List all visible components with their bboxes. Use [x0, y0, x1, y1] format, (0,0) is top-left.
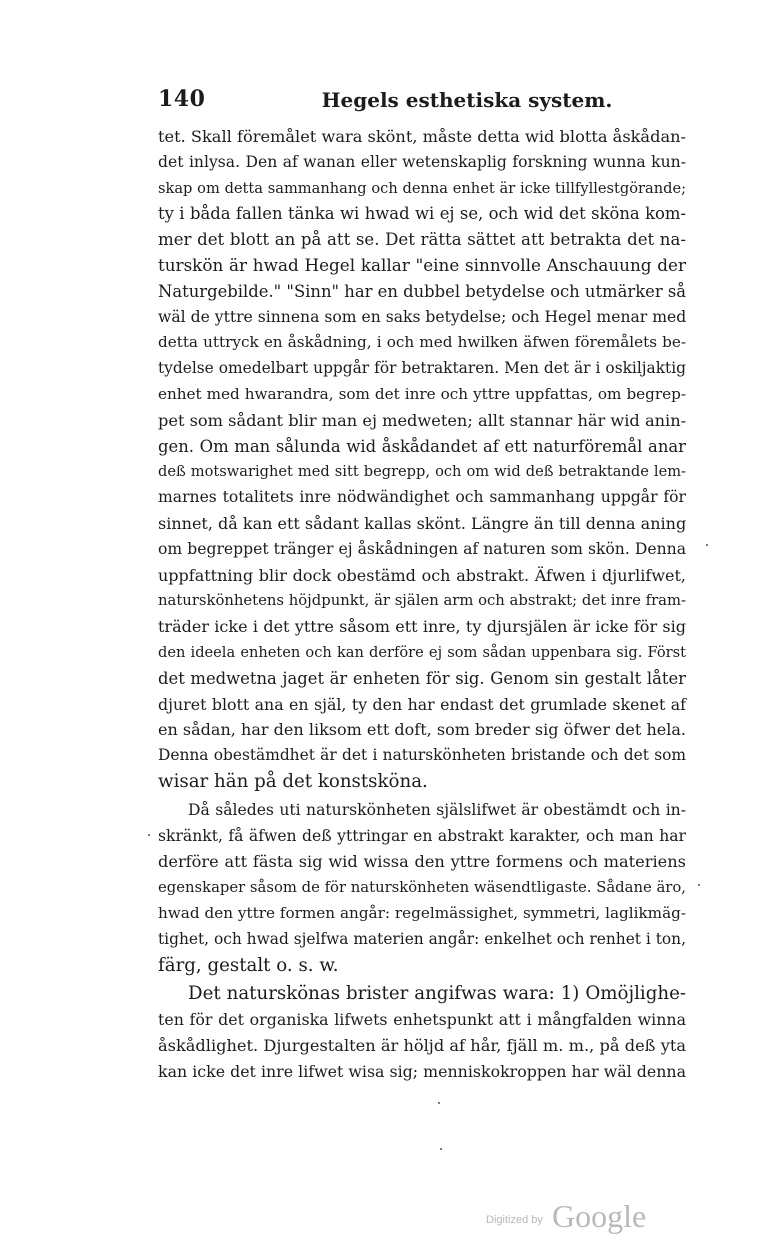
- text-line: djuret blott ana en själ, ty den har endast det grumlade skenet af: [158, 694, 686, 714]
- text-line: tydelse omedelbart uppgår för betraktaren. Men det är i oskiljaktig: [158, 359, 686, 378]
- text-line: wäl de yttre sinnena som en saks betydelse; och Hegel menar med: [158, 307, 687, 326]
- text-line: skap om detta sammanhang och denna enhet är icke tillfyllestgörande;: [158, 179, 686, 197]
- text-line: Denna obestämdhet är det i naturskönheten bristande och det som: [158, 746, 686, 765]
- text-line: tighet, och hwad sjelfwa materien angår: enkelhet och renhet i ton,: [158, 929, 686, 948]
- text-line: pet som sådant blir man ej medweten; allt stannar här wid anin-: [158, 410, 687, 430]
- text-line: enhet med hwarandra, som det inre och yttre uppfattas, om begrep-: [158, 384, 686, 403]
- text-line: träder icke i det yttre såsom ett inre, ty djursjälen är icke för sig: [158, 617, 686, 637]
- text-line: tet. Skall föremålet wara skönt, måste detta wid blotta åskådan-: [158, 127, 686, 146]
- text-line: derföre att fästa sig wid wissa den yttre formens och materiens: [158, 852, 686, 872]
- body-text: [158, 124, 686, 1084]
- page-number: 140: [158, 86, 206, 112]
- text-line: deß motswarighet med sitt begrepp, och om wid deß betraktande lem-: [158, 463, 686, 481]
- digitization-watermark: [486, 1198, 666, 1238]
- text-line: ten för det organiska lifwets enhetspunkt att i mångfalden winna: [158, 1010, 686, 1030]
- text-line: mer det blott an på att se. Det rätta sättet att betrakta det na-: [158, 230, 686, 250]
- google-logo: Google: [552, 1198, 647, 1234]
- text-line: egenskaper såsom de för naturskönheten wäsendtligaste. Sådane äro,: [158, 879, 686, 897]
- text-line: detta uttryck en åskådning, i och med hwilken äfwen föremålets be-: [158, 333, 686, 352]
- text-line: hwad den yttre formen angår: regelmässighet, symmetri, laglikmäg-: [158, 903, 686, 922]
- text-line: om begreppet tränger ej åskådningen af naturen som skön. Denna: [158, 539, 686, 558]
- print-speck: [438, 1102, 440, 1104]
- print-speck: [706, 544, 708, 546]
- text-line: turskön är hwad Hegel kallar "eine sinnvolle Anschauung der: [158, 254, 686, 275]
- text-line: Det naturskönas brister angifwas wara: 1) Omöjlighe-: [188, 983, 686, 1005]
- paragraph-2: [158, 798, 686, 979]
- text-line: marnes totalitets inre nödwändighet och sammanhang uppgår för: [158, 488, 686, 507]
- text-line: åskådlighet. Djurgestalten är höljd af hår, fjäll m. m., på deß yta: [158, 1035, 686, 1055]
- text-line: den ideela enheten och kan derföre ej som sådan uppenbara sig. Först: [158, 643, 686, 661]
- text-line: Naturgebilde." "Sinn" har en dubbel betydelse och utmärker så: [158, 281, 687, 301]
- paragraph-3: [158, 981, 686, 1084]
- text-line: wisar hän på det konstsköna.: [158, 770, 428, 792]
- page-header: [158, 86, 686, 116]
- text-line: färg, gestalt o. s. w.: [158, 954, 339, 976]
- text-line: kan icke det inre lifwet wisa sig; menniskokroppen har wäl denna: [158, 1061, 686, 1081]
- text-line: det medwetna jaget är enheten för sig. Genom sin gestalt låter: [158, 668, 686, 688]
- running-title: Hegels esthetiska system.: [321, 88, 613, 112]
- text-line: skränkt, få äfwen deß yttringar en abstrakt karakter, och man har: [158, 826, 686, 845]
- text-line: sinnet, då kan ett sådant kallas skönt. Längre än till denna aning: [158, 513, 687, 533]
- print-speck: [698, 884, 700, 886]
- text-line: det inlysa. Den af wanan eller wetenskaplig forskning wunna kun-: [158, 152, 686, 171]
- text-line: naturskönhetens höjdpunkt, är själen arm och abstrakt; det inre fram-: [158, 592, 686, 610]
- text-line: ty i båda fallen tänka wi hwad wi ej se, och wid det sköna kom-: [158, 204, 686, 224]
- text-line: Då således uti naturskönheten själslifwet är obestämdt och in-: [188, 800, 686, 819]
- print-speck: [148, 834, 150, 836]
- paragraph-1: [158, 124, 686, 795]
- watermark-prefix: Digitized by: [486, 1214, 543, 1226]
- text-line: en sådan, har den liksom ett doft, som breder sig öfwer det hela.: [158, 720, 686, 740]
- text-line: uppfattning blir dock obestämd och abstrakt. Äfwen i djurlifwet,: [158, 565, 686, 585]
- text-line: gen. Om man sålunda wid åskådandet af ett naturföremål anar: [158, 436, 686, 456]
- print-speck: [440, 1148, 442, 1150]
